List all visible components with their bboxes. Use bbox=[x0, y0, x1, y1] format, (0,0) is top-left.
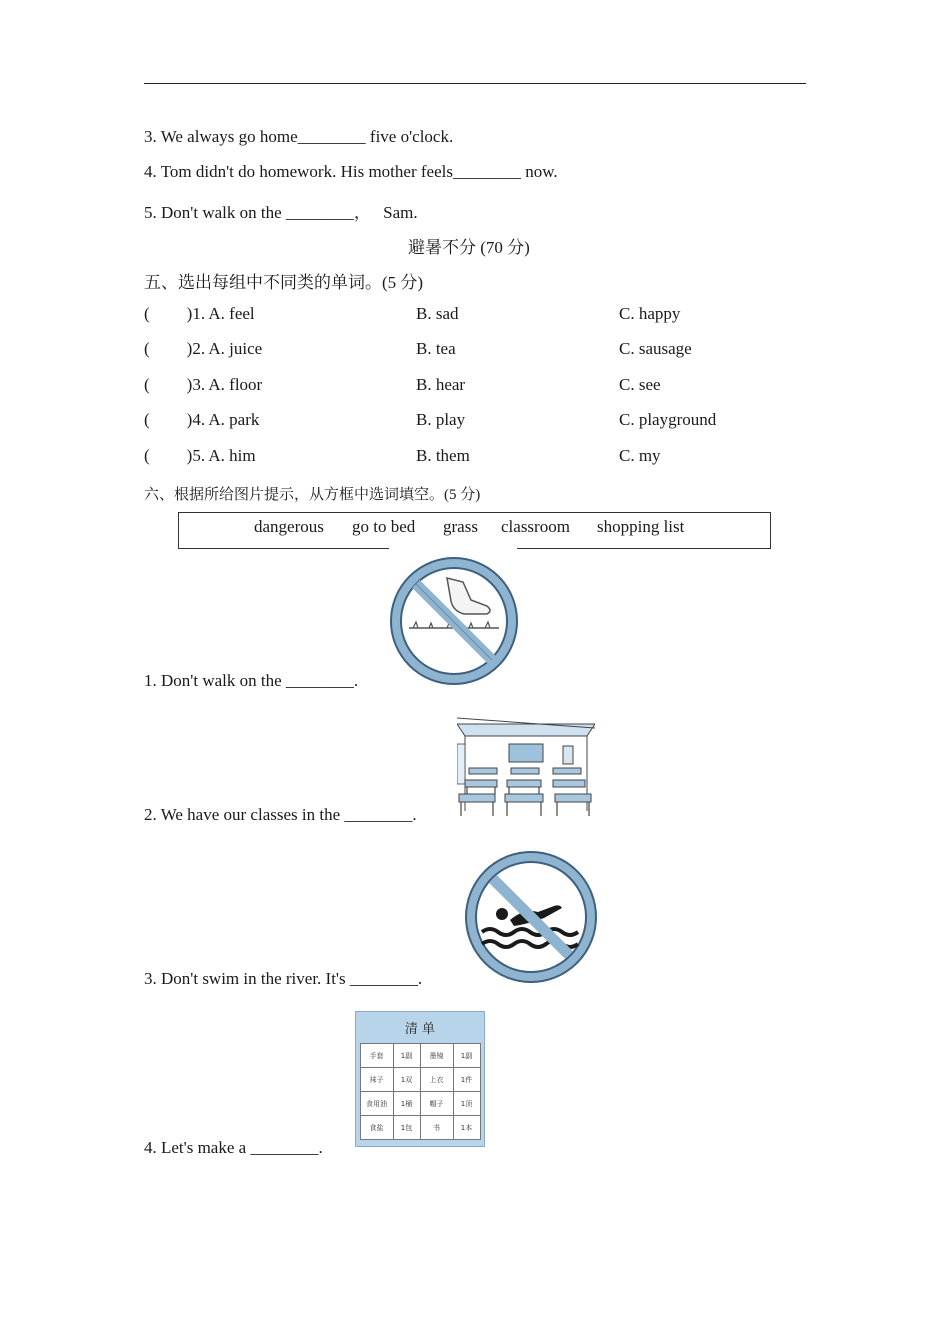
list-row bbox=[360, 1068, 480, 1092]
option-a: )1. A. feel bbox=[186, 304, 255, 323]
choice-row bbox=[144, 304, 255, 324]
option-a: )3. A. floor bbox=[186, 375, 263, 394]
no-walking-on-grass-sign-icon bbox=[389, 556, 519, 686]
option-b: B. them bbox=[416, 446, 470, 465]
option-a: )5. A. him bbox=[186, 446, 256, 465]
list-cell: 1副 bbox=[453, 1044, 480, 1068]
list-cell: 1桶 bbox=[393, 1092, 420, 1116]
question-number: 4. bbox=[144, 162, 157, 181]
question-number: 3. bbox=[144, 127, 157, 146]
shopping-list-picture bbox=[355, 1011, 485, 1147]
option-b: B. play bbox=[416, 410, 466, 429]
list-cell: 1包 bbox=[393, 1116, 420, 1140]
fill-blank-3 bbox=[144, 127, 453, 147]
choice-row bbox=[144, 410, 259, 430]
list-cell: 袜子 bbox=[360, 1068, 393, 1092]
option-c: C. my bbox=[619, 446, 661, 465]
list-row bbox=[360, 1044, 480, 1068]
option-b: B. tea bbox=[416, 339, 456, 358]
question-text-tail: now. bbox=[520, 162, 558, 181]
word-bank-box bbox=[178, 512, 771, 549]
answer-paren[interactable]: ( bbox=[144, 410, 150, 429]
list-cell: 上衣 bbox=[420, 1068, 453, 1092]
list-cell: 1副 bbox=[393, 1044, 420, 1068]
no-swimming-sign-icon bbox=[464, 850, 598, 984]
word-option: grass bbox=[443, 517, 478, 536]
shopping-list-table bbox=[360, 1043, 481, 1140]
shopping-list-title: 清 单 bbox=[404, 1022, 436, 1037]
fill-blank-5 bbox=[144, 198, 418, 223]
box-gap bbox=[389, 546, 517, 549]
answer-paren[interactable]: ( bbox=[144, 446, 150, 465]
option-c: C. happy bbox=[619, 304, 681, 323]
list-cell: 1顶 bbox=[453, 1092, 480, 1116]
watermark-text: 避暑不分 (70 分) bbox=[408, 238, 530, 257]
option-c: C. see bbox=[619, 375, 661, 394]
question-text: We always go home________ bbox=[160, 127, 366, 146]
option-b: B. hear bbox=[416, 375, 466, 394]
picture-question-3: 3. Don't swim in the river. It's ________. bbox=[144, 969, 423, 988]
list-cell: 手套 bbox=[360, 1044, 393, 1068]
choice-row bbox=[144, 375, 262, 395]
choice-row bbox=[144, 339, 262, 359]
question-text: Tom didn't do homework. His mother feels________ bbox=[160, 162, 521, 181]
answer-paren[interactable]: ( bbox=[144, 375, 150, 394]
question-text-tail: Sam. bbox=[378, 203, 418, 222]
list-cell: 墨镜 bbox=[420, 1044, 453, 1068]
picture-question-1: 1. Don't walk on the ________. bbox=[144, 671, 359, 690]
question-text-tail: five o'clock. bbox=[365, 127, 454, 146]
classroom-picture-icon bbox=[457, 716, 595, 818]
section5-title: 五、选出每组中不同类的单词。(5 分) bbox=[144, 273, 424, 292]
list-cell: 食用油 bbox=[360, 1092, 393, 1116]
list-cell: 1双 bbox=[393, 1068, 420, 1092]
option-a: )2. A. juice bbox=[186, 339, 263, 358]
fill-blank-4 bbox=[144, 162, 558, 182]
answer-paren[interactable]: ( bbox=[144, 339, 150, 358]
section6-title: 六、根据所给图片提示，从方框中选词填空。(5 分) bbox=[144, 487, 481, 503]
picture-question-2: 2. We have our classes in the ________. bbox=[144, 805, 417, 824]
word-option: go to bed bbox=[352, 517, 416, 536]
choice-row bbox=[144, 446, 256, 466]
list-row bbox=[360, 1116, 480, 1140]
list-cell: 1件 bbox=[453, 1068, 480, 1092]
list-cell: 食盐 bbox=[360, 1116, 393, 1140]
list-row bbox=[360, 1092, 480, 1116]
picture-question-4: 4. Let's make a ________. bbox=[144, 1138, 323, 1157]
list-cell: 1本 bbox=[453, 1116, 480, 1140]
option-c: C. sausage bbox=[619, 339, 692, 358]
question-text: Don't walk on the ________， bbox=[161, 203, 371, 222]
list-cell: 书 bbox=[420, 1116, 453, 1140]
top-rule bbox=[144, 83, 806, 84]
word-option: shopping list bbox=[597, 517, 685, 536]
option-b: B. sad bbox=[416, 304, 459, 323]
option-a: )4. A. park bbox=[186, 410, 260, 429]
list-cell: 帽子 bbox=[420, 1092, 453, 1116]
word-option: dangerous bbox=[254, 517, 324, 536]
word-option: classroom bbox=[501, 517, 570, 536]
option-c: C. playground bbox=[619, 410, 717, 429]
answer-paren[interactable]: ( bbox=[144, 304, 150, 323]
question-number: 5. bbox=[144, 203, 157, 222]
